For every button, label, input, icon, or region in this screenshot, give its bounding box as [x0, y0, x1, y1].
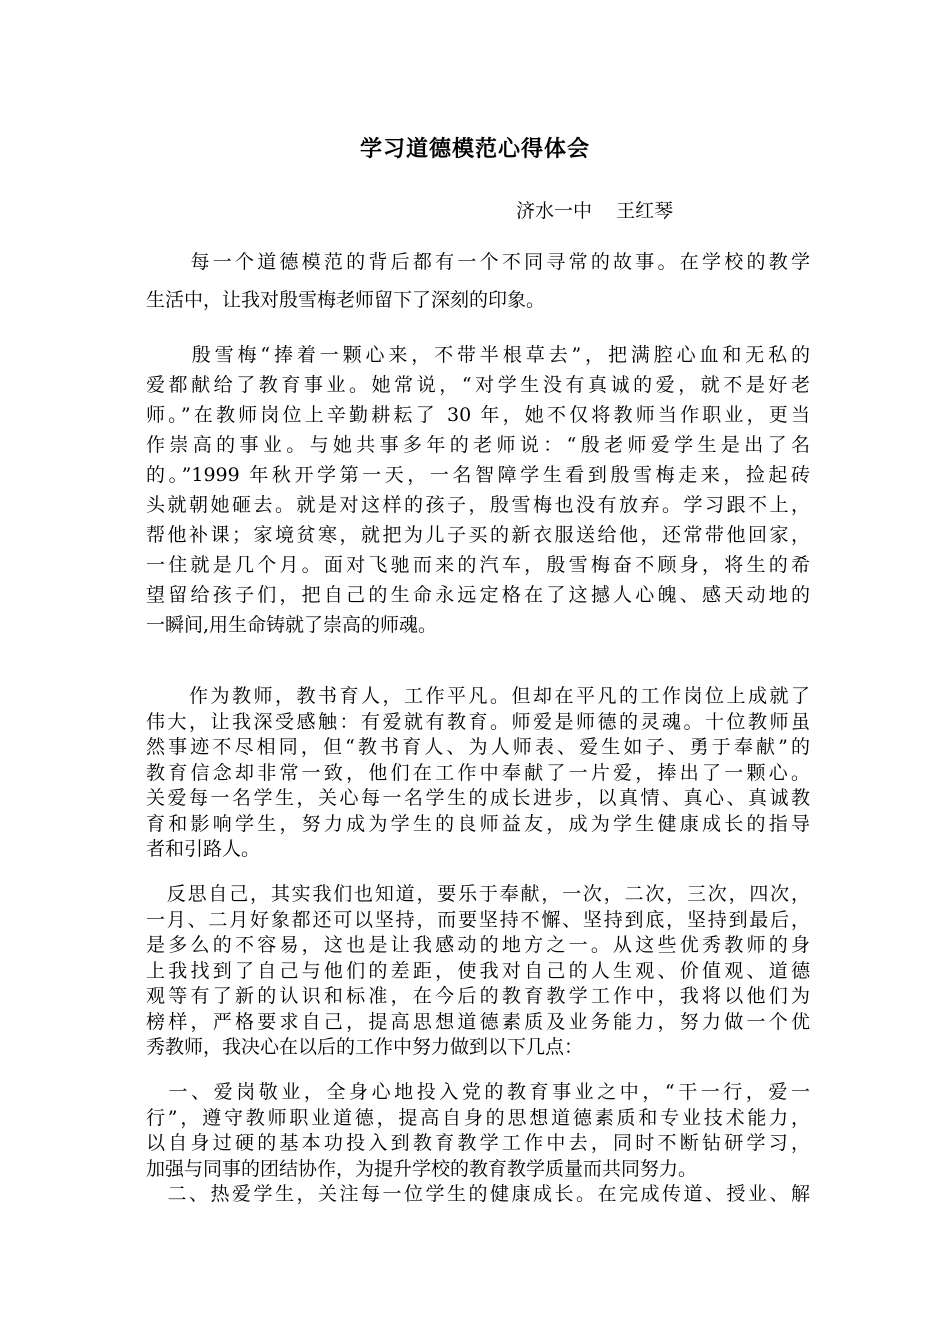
- paragraph-line: 殷雪梅“捧着一颗心来，不带半根草去”，把满腔心血和无私的: [146, 344, 810, 366]
- paragraph-line: 一、爱岗敬业，全身心地投入党的教育事业之中，“干一行，爱一: [146, 1081, 810, 1103]
- paragraph-line: 爱都献给了教育事业。她常说，“对学生没有真诚的爱，就不是好老: [146, 374, 810, 396]
- paragraph-line: 观等有了新的认识和标准，在今后的教育教学工作中，我将以他们为: [146, 985, 810, 1007]
- paragraph-line: 教育信念却非常一致，他们在工作中奉献了一片爱，捧出了一颗心。: [146, 761, 810, 784]
- paragraph-line: 伟大，让我深受感触：有爱就有教育。师爱是师德的灵魂。十位教师虽: [146, 710, 810, 733]
- paragraph-line: 一瞬间,用生命铸就了崇高的师魂。: [146, 614, 438, 636]
- paragraph-2: [146, 340, 810, 640]
- paragraph-line: 然事迹不尽相同，但“教书育人、为人师表、爱生如子、勇于奉献”的: [146, 736, 810, 758]
- paragraph-line: 作为教师，教书育人，工作平凡。但却在平凡的工作岗位上成就了: [146, 685, 810, 707]
- paragraph-3: [146, 684, 810, 863]
- paragraph-line: 二、热爱学生，关注每一位学生的健康成长。在完成传道、授业、解: [146, 1183, 810, 1205]
- paragraph-line: 上我找到了自己与他们的差距，使我对自己的人生观、价值观、道德: [146, 959, 810, 982]
- paragraph-line: 者和引路人。: [146, 838, 261, 860]
- paragraph-5: [146, 1080, 810, 1208]
- paragraph-line: 反思自己，其实我们也知道，要乐于奉献，一次，二次，三次，四次，: [146, 883, 810, 905]
- document-author: 济水一中 王红琴: [516, 200, 674, 222]
- paragraph-line: 以自身过硬的基本功投入到教育教学工作中去，同时不断钻研学习，: [146, 1132, 810, 1154]
- paragraph-line: 行”，遵守教师职业道德，提高自身的思想道德素质和专业技术能力，: [146, 1106, 810, 1129]
- paragraph-line: 一月、二月好象都还可以坚持，而要坚持不懈、坚持到底，坚持到最后，: [146, 908, 810, 931]
- paragraph-line: 是多么的不容易，这也是让我感动的地方之一。从这些优秀教师的身: [146, 934, 810, 956]
- paragraph-line: 头就朝她砸去。就是对这样的孩子，殷雪梅也没有放弃。学习跟不上，: [146, 494, 810, 516]
- paragraph-line: 的。”1999 年秋开学第一天，一名智障学生看到殷雪梅走来，捡起砖: [146, 464, 810, 486]
- paragraph-line: 秀教师，我决心在以后的工作中努力做到以下几点：: [146, 1036, 584, 1058]
- paragraph-4: [146, 882, 810, 1061]
- paragraph-line: 育和影响学生，努力成为学生的良师益友，成为学生健康成长的指导: [146, 812, 810, 835]
- paragraph-line: 加强与同事的团结协作，为提升学校的教育教学质量而共同努力。: [146, 1157, 698, 1180]
- paragraph-line: 关爱每一名学生，关心每一名学生的成长进步，以真情、真心、真诚教: [146, 787, 810, 809]
- document-title: 学习道德模范心得体会: [359, 136, 590, 162]
- paragraph-line: 望留给孩子们，把自己的生命永远定格在了这撼人心魄、感天动地的: [146, 584, 810, 606]
- paragraph-line: 生活中，让我对殷雪梅老师留下了深刻的印象。: [146, 289, 546, 311]
- paragraph-line: 作崇高的事业。与她共事多年的老师说：“殷老师爱学生是出了名: [146, 434, 810, 456]
- paragraph-line: 帮他补课；家境贫寒，就把为儿子买的新衣服送给他，还常带他回家，: [146, 524, 810, 546]
- paragraph-line: 每一个道德模范的背后都有一个不同寻常的故事。在学校的教学: [146, 251, 810, 273]
- paragraph-1: [146, 243, 810, 319]
- paragraph-line: 一住就是几个月。面对飞驰而来的汽车，殷雪梅奋不顾身，将生的希: [146, 554, 810, 576]
- paragraph-line: 师。”在教师岗位上辛勤耕耘了 30 年，她不仅将教师当作职业，更当: [146, 404, 810, 426]
- paragraph-line: 榜样，严格要求自己，提高思想道德素质及业务能力，努力做一个优: [146, 1010, 810, 1033]
